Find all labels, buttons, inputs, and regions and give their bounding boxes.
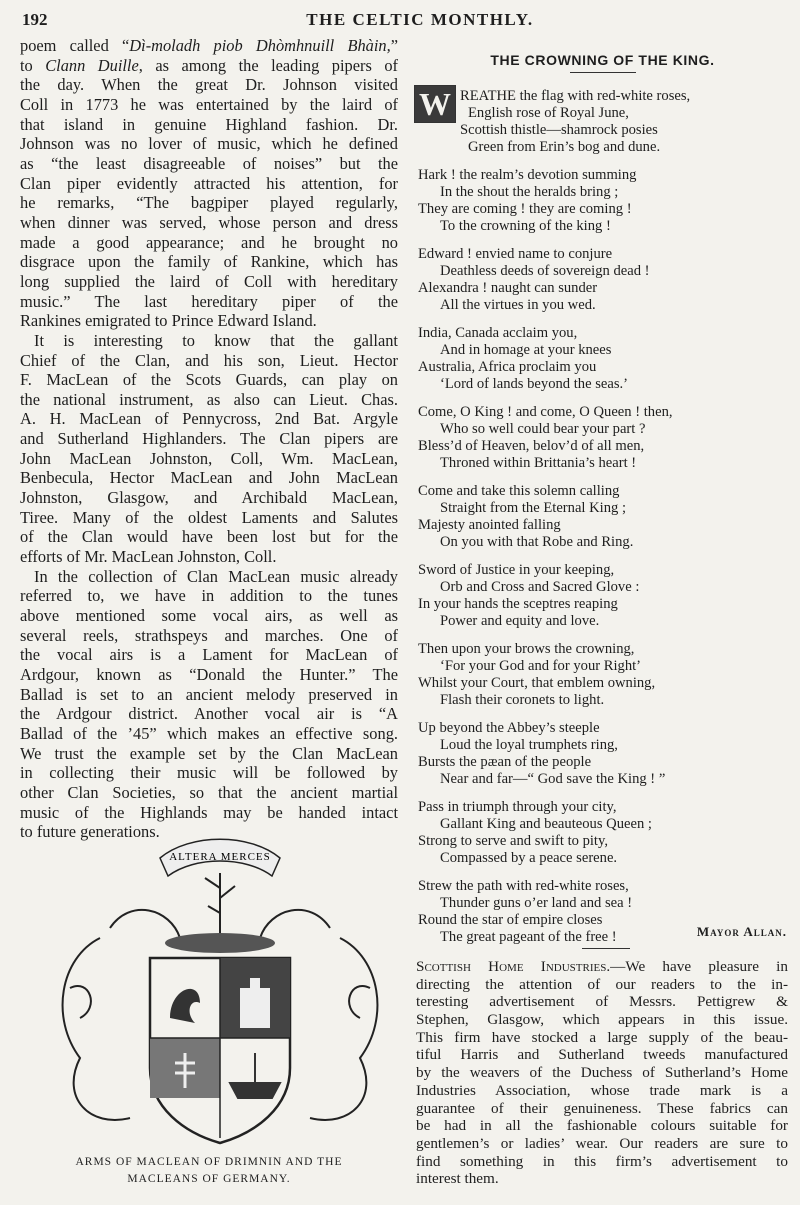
text-line: teresting advertisement of Messrs. Pettigrew & xyxy=(416,993,788,1011)
poem-line: Near and far—“ God save the King ! ” xyxy=(440,771,666,787)
poem-stanza xyxy=(418,799,790,867)
poem-line: In the shout the heralds bring ; xyxy=(440,184,619,200)
text-line: Ardgour, known as “Donald the Hunter.” The xyxy=(20,665,398,684)
italic-text: Clann Duille xyxy=(45,55,139,75)
poem-line: Bursts the pæan of the people xyxy=(418,754,592,770)
text-line: Benbecula, Hector MacLean and John MacLean xyxy=(20,468,398,488)
text-line: Coll in 1773 he was entertained by the laird of xyxy=(20,94,398,114)
poem-line: Come, O King ! and come, O Queen ! then, xyxy=(418,404,673,420)
illustration-caption xyxy=(20,1154,398,1188)
poem-line: Majesty anointed falling xyxy=(418,517,561,533)
text-line: We trust the example set by the Clan MacLean xyxy=(20,743,398,763)
text-run: poem called “ xyxy=(20,36,130,55)
poem-stanza xyxy=(418,641,790,709)
poem-line: In your hands the sceptres reaping xyxy=(418,596,618,612)
title-rule xyxy=(570,72,636,73)
text-line: This firm have stocked a large supply of the beau- xyxy=(416,1028,788,1046)
poem-line: India, Canada acclaim you, xyxy=(418,325,578,341)
text-line xyxy=(20,36,398,56)
poem-author: Mayor Allan. xyxy=(696,924,787,939)
text-line: Rankines emigrated to Prince Edward Island. xyxy=(20,311,317,331)
journal-title: THE CELTIC MONTHLY. xyxy=(306,10,534,29)
text-line: made a good appearance; and he brought no xyxy=(20,232,398,252)
text-line: referred to, we have in addition to the tunes xyxy=(20,586,398,606)
motto-text: ALTERA MERCES xyxy=(169,851,271,863)
text-line: In the collection of Clan MacLean music already xyxy=(34,566,398,586)
text-line: F. MacLean of the Scots Guards, can play on xyxy=(20,370,398,390)
poem-line: The great pageant of the free ! xyxy=(440,929,617,945)
poem-line: Hark ! the realm’s devotion summing xyxy=(418,167,637,183)
text-line: interest them. xyxy=(416,1170,499,1188)
section-rule xyxy=(582,948,630,949)
text-line xyxy=(20,56,398,76)
poem-line: Thunder guns o’er land and sea ! xyxy=(440,895,633,911)
text-line: that island in genuine Highland fashion. Dr. xyxy=(20,114,398,134)
text-line: Tiree. Many of the oldest Laments and Salutes xyxy=(20,507,398,527)
text-line: It is interesting to know that the gallant xyxy=(34,330,398,350)
text-line: in collecting their music will be followed by xyxy=(20,763,398,783)
text-line: be had in all the fashionable colours suitable for xyxy=(416,1117,788,1135)
text-line: by the weavers of the Duchess of Sutherland’s Home xyxy=(416,1064,788,1082)
notice-heading: Scottish Home Industries. xyxy=(416,958,611,975)
text-run: to xyxy=(20,55,46,75)
poem-line: Alexandra ! naught can sunder xyxy=(418,280,598,296)
poem-stanza xyxy=(418,88,790,156)
poem-line: Pass in triumph through your city, xyxy=(418,799,617,815)
poem-line: Then upon your brows the crowning, xyxy=(418,641,635,657)
poem-line: Straight from the Eternal King ; xyxy=(440,500,627,516)
poem-stanza xyxy=(418,562,790,630)
text-run: —We have pleasure in xyxy=(610,958,788,975)
text-line: the day. When the great Dr. Johnson visited xyxy=(20,75,398,95)
text-line: he remarks, “The bagpiper played regularly, xyxy=(20,193,398,213)
poem-line: Come and take this solemn calling xyxy=(418,483,620,499)
poem-title: THE CROWNING OF THE KING. xyxy=(490,52,715,68)
text-line: find something in this firm’s advertisement to xyxy=(416,1152,788,1170)
poem-body xyxy=(418,88,790,957)
poem-line: Compassed by a peace serene. xyxy=(440,850,618,866)
text-line: Ballad is set to an ancient melody preserved in xyxy=(20,684,398,704)
poem-line: Flash their coronets to light. xyxy=(440,692,605,708)
italic-text: Dì-moladh piob Dhòmhnuill Bhàin, xyxy=(129,36,391,55)
poem-line: Whilst your Court, that emblem owning, xyxy=(418,675,656,691)
poem-line: ‘Lord of lands beyond the seas.’ xyxy=(440,376,629,392)
text-line xyxy=(416,958,788,976)
text-line: above mentioned some vocal airs, as well as xyxy=(20,606,398,626)
text-line: directing the attention of our readers to the in- xyxy=(416,975,788,993)
poem-line: Sword of Justice in your keeping, xyxy=(418,562,615,578)
drop-cap: W xyxy=(414,85,456,123)
text-line: the vocal airs is a Lament for MacLean of xyxy=(20,645,398,665)
page-number: 192 xyxy=(22,10,48,29)
poem-line: Green from Erin’s bog and dune. xyxy=(468,139,661,155)
text-line: as “the least disagreeable of noises” but the xyxy=(20,153,398,173)
poem-stanza xyxy=(418,167,790,235)
caption-line: MACLEANS OF GERMANY. xyxy=(127,1173,291,1185)
text-line: music of the Highlands may be handed intact xyxy=(20,802,398,822)
text-line: the national instrument, as also can Lieut. Chas. xyxy=(20,389,398,409)
text-line: Johnston, Glasgow, and Archibald MacLean, xyxy=(20,488,398,508)
poem-stanza xyxy=(418,325,790,393)
poem-stanza xyxy=(418,246,790,314)
text-line: John MacLean Johnston, Coll, Wm. MacLean, xyxy=(20,448,398,468)
poem-line: Bless’d of Heaven, belov’d of all men, xyxy=(418,438,645,454)
text-line: guarantee of their genuineness. These fabrics can xyxy=(416,1099,788,1117)
text-line: Johnson was no lover of music, which he defined xyxy=(20,134,398,154)
poem-line: On you with that Robe and Ring. xyxy=(440,534,634,550)
poem-line: And in homage at your knees xyxy=(440,342,612,358)
text-line: Industries Association, whose trade mark is a xyxy=(416,1081,788,1099)
poem-line: Edward ! envied name to conjure xyxy=(418,246,613,262)
text-line: music.” The last hereditary piper of the xyxy=(20,291,398,311)
text-line: when dinner was served, whose person and dress xyxy=(20,212,398,232)
poem-line: Power and equity and love. xyxy=(440,613,600,629)
text-line: gentlemen’s or ladies’ wear. Our readers are sure to xyxy=(416,1134,788,1152)
poem-line: Throned within Brittania’s heart ! xyxy=(440,455,637,471)
poem-line: Orb and Cross and Sacred Glove : xyxy=(440,579,640,595)
poem-line: To the crowning of the king ! xyxy=(440,218,611,234)
text-line: long supplied the laird of Coll with hereditary xyxy=(20,271,398,291)
text-line: other Clan Societies, so that the ancient martial xyxy=(20,782,398,802)
text-line: Clan piper evidently attracted his attention, for xyxy=(20,173,398,193)
poem-line: Up beyond the Abbey’s steeple xyxy=(418,720,600,736)
text-line: the Ardgour district. Another vocal air is “A xyxy=(20,704,398,724)
poem-line: Deathless deeds of sovereign dead ! xyxy=(440,263,650,279)
text-line: to future generations. xyxy=(20,822,160,842)
poem-line: Strong to serve and swift to pity, xyxy=(418,833,608,849)
poem-line: Round the star of empire closes xyxy=(418,912,603,928)
poem-line: Strew the path with red-white roses, xyxy=(418,878,629,894)
poem-line: Australia, Africa proclaim you xyxy=(418,359,597,375)
text-line: Ballad of the ’45” which makes an effective song. xyxy=(20,723,398,743)
text-line: and Sutherland Highlanders. The Clan pipers are xyxy=(20,429,398,449)
poem-stanza xyxy=(418,720,790,788)
coat-of-arms-illustration xyxy=(40,818,400,1153)
poem-line: Scottish thistle—shamrock posies xyxy=(460,122,658,138)
notice-scottish-home-industries xyxy=(416,958,788,1188)
poem-line: ‘For your God and for your Right’ xyxy=(440,658,642,674)
text-line: A. H. MacLean of Pennycross, 2nd Bat. Argyle xyxy=(20,409,398,429)
poem-line: Gallant King and beauteous Queen ; xyxy=(440,816,652,832)
text-line: several reels, strathspeys and marches. One of xyxy=(20,625,398,645)
poem-line: Who so well could bear your part ? xyxy=(440,421,646,437)
poem-line: REATHE the flag with red-white roses, xyxy=(460,88,691,104)
poem-line: All the virtues in you wed. xyxy=(440,297,596,313)
text-line: disgrace upon the family of Rankine, which has xyxy=(20,252,398,272)
caption-line: ARMS OF MACLEAN OF DRIMNIN AND THE xyxy=(75,1156,343,1168)
text-line: efforts of Mr. MacLean Johnston, Coll. xyxy=(20,547,277,567)
text-line: Chief of the Clan, and his son, Lieut. Hector xyxy=(20,350,398,370)
poem-stanza xyxy=(418,404,790,472)
text-run: ” xyxy=(390,36,399,55)
poem-line: English rose of Royal June, xyxy=(468,105,629,121)
text-line: tiful Harris and Sutherland tweeds manufactured xyxy=(416,1046,788,1064)
text-line: Stephen, Glasgow, which appears in this issue. xyxy=(416,1011,788,1029)
poem-line: They are coming ! they are coming ! xyxy=(418,201,632,217)
poem-line: Loud the loyal trumphets ring, xyxy=(440,737,618,753)
text-line: of the Clan would have been lost but for the xyxy=(20,527,398,547)
poem-stanza xyxy=(418,483,790,551)
article-left-column xyxy=(20,36,398,842)
text-run: , as among the leading pipers of xyxy=(138,55,398,75)
